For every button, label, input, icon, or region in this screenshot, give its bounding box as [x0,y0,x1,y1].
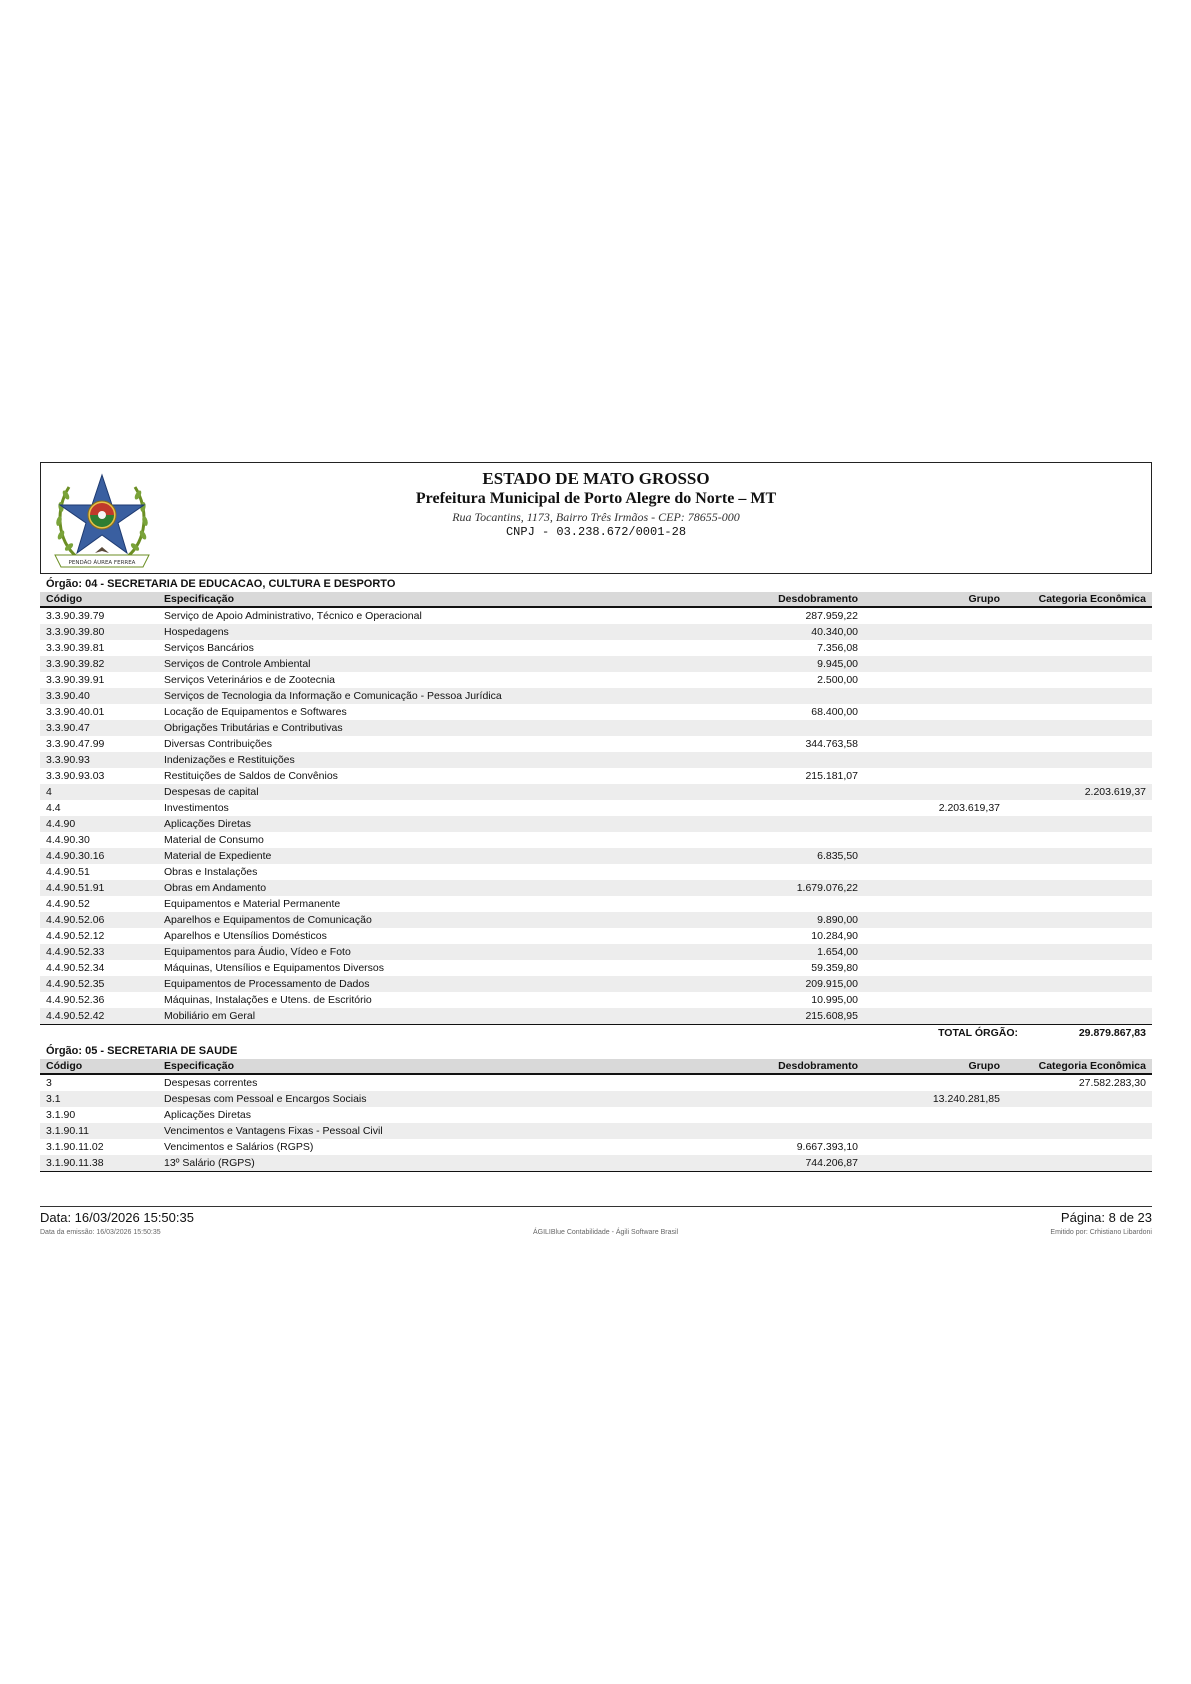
table-row [40,880,1152,896]
cell-categoria [1006,736,1152,752]
cell-codigo: 3.3.90.40.01 [46,706,105,718]
col-header-codigo: Código [40,592,158,607]
cell-codigo: 4.4.90.30 [46,834,90,846]
cell-codigo: 3.1.90.11.38 [40,1155,158,1172]
cell-desdobramento [722,688,864,704]
col-header-categoria: Categoria Econômica [1006,1059,1152,1074]
cell-desdobramento: 209.915,00 [722,976,864,992]
table-row [40,720,1152,736]
cell-desdobramento: 2.500,00 [817,674,858,686]
cell-categoria [1006,624,1152,640]
cell-codigo: 4.4.90.52.12 [46,930,105,942]
table-row [40,640,1152,656]
cell-especificacao: Aparelhos e Equipamentos de Comunicação [158,912,722,928]
cell-especificacao: Obras em Andamento [158,880,722,896]
orgao-04-rows [40,607,1152,1025]
footer-issued-by: Emitido por: Crhistiano Libardoni [1050,1229,1152,1236]
cell-categoria [1006,960,1152,976]
cell-categoria [1006,992,1152,1008]
cell-categoria [1006,896,1152,912]
cell-desdobramento [722,784,864,800]
report-footer [40,1206,1152,1236]
cell-especificacao: Investimentos [164,802,229,814]
cell-categoria [1006,816,1152,832]
cell-categoria [1006,848,1152,864]
cell-grupo [864,832,1006,848]
cell-categoria [1006,928,1152,944]
cell-categoria [1006,976,1152,992]
table-row [40,768,1152,784]
orgao-05-title: Órgão: 05 - SECRETARIA DE SAUDE [46,1045,238,1057]
cell-codigo: 4.4.90.52.34 [46,962,105,974]
cell-categoria [1006,800,1152,816]
cell-categoria [1006,607,1152,624]
cell-codigo: 3 [46,1077,52,1089]
cell-codigo: 4.4.90.51 [46,866,90,878]
cell-especificacao: Vencimentos e Vantagens Fixas - Pessoal Civil [158,1123,722,1139]
cell-desdobramento: 1.679.076,22 [722,880,864,896]
state-name: ESTADO DE MATO GROSSO [482,469,710,488]
cell-categoria [1006,752,1152,768]
cell-desdobramento: 9.667.393,10 [796,1141,858,1153]
cell-desdobramento: 744.206,87 [722,1155,864,1172]
cell-codigo: 4.4.90.51.91 [40,880,158,896]
table-row [40,1139,1152,1155]
orgao-04-total [40,1025,1152,1041]
cell-grupo [864,768,1006,784]
cell-codigo: 3.3.90.39.81 [46,642,105,654]
table-row [40,607,1152,624]
cell-grupo: 2.203.619,37 [938,802,1000,814]
cell-codigo: 4 [40,784,158,800]
cell-especificacao: Despesas de capital [158,784,722,800]
table-row [40,960,1152,976]
cell-codigo: 3.3.90.93 [40,752,158,768]
table-row [40,688,1152,704]
table-row [40,1107,1152,1123]
cell-codigo: 3.3.90.47 [40,720,158,736]
cell-codigo: 4.4.90.30.16 [40,848,158,864]
cell-desdobramento: 287.959,22 [805,610,858,622]
cell-especificacao: Aplicações Diretas [164,1109,251,1121]
cell-codigo: 3.3.90.40 [40,688,158,704]
cell-desdobramento [722,1091,864,1107]
cell-grupo [864,928,1006,944]
cell-desdobramento: 10.995,00 [811,994,858,1006]
table-row [40,848,1152,864]
cell-desdobramento: 6.835,50 [722,848,864,864]
cell-especificacao: Hospedagens [158,624,722,640]
cell-especificacao: Mobiliário em Geral [158,1008,722,1025]
cell-desdobramento: 9.945,00 [722,656,864,672]
orgao-05-rows [40,1074,1152,1172]
cell-grupo [864,752,1006,768]
cell-categoria [1006,832,1152,848]
cell-grupo [864,672,1006,688]
cell-grupo [864,976,1006,992]
cell-especificacao: Aplicações Diretas [158,816,722,832]
cell-codigo: 3.3.90.39.80 [40,624,158,640]
cell-grupo [864,720,1006,736]
cell-categoria [1006,1139,1152,1155]
cell-grupo [864,1155,1006,1172]
table-row [40,912,1152,928]
table-row [40,992,1152,1008]
cell-codigo: 3.1.90 [46,1109,76,1121]
cell-desdobramento [722,720,864,736]
table-row [40,1123,1152,1139]
cell-grupo [864,912,1006,928]
cell-categoria: 27.582.283,30 [1078,1077,1146,1089]
cell-especificacao: Equipamentos e Material Permanente [164,898,341,910]
cell-categoria [1006,656,1152,672]
cell-grupo [864,704,1006,720]
cell-codigo: 3.3.90.93.03 [46,770,105,782]
cell-desdobramento [722,1074,864,1091]
cell-categoria [1006,944,1152,960]
cell-grupo [864,1123,1006,1139]
cell-codigo: 4.4.90.52.35 [40,976,158,992]
cell-especificacao: Obrigações Tributárias e Contributivas [158,720,722,736]
cell-desdobramento: 215.608,95 [722,1008,864,1025]
table-row [40,896,1152,912]
cell-categoria: 2.203.619,37 [1006,784,1152,800]
orgao-04-table [40,592,1152,1025]
cell-especificacao: Diversas Contribuições [164,738,272,750]
cell-especificacao: Serviço de Apoio Administrativo, Técnico e Operacional [164,610,422,622]
cell-especificacao: Serviços de Tecnologia da Informação e Comunicação - Pessoa Jurídica [158,688,722,704]
orgao-04-title: Órgão: 04 - SECRETARIA DE EDUCACAO, CULTURA E DESPORTO [46,578,396,590]
cell-especificacao: Vencimentos e Salários (RGPS) [164,1141,314,1153]
table-header-row [40,592,1152,607]
footer-main-line [40,1208,1152,1228]
cell-especificacao: Equipamentos para Áudio, Vídeo e Foto [158,944,722,960]
cell-desdobramento [722,752,864,768]
cell-especificacao: 13º Salário (RGPS) [158,1155,722,1172]
footer-divider [40,1206,1152,1207]
cell-codigo: 3.1 [40,1091,158,1107]
table-row [40,656,1152,672]
col-header-grupo: Grupo [864,1059,1006,1074]
cell-grupo: 13.240.281,85 [864,1091,1006,1107]
cell-especificacao: Serviços Veterinários e de Zootecnia [164,674,336,686]
cell-codigo: 4.4.90.52.06 [40,912,158,928]
cell-especificacao: Serviços de Controle Ambiental [158,656,722,672]
cell-categoria [1006,864,1152,880]
cell-categoria [1006,768,1152,784]
cell-codigo: 3.3.90.39.79 [46,610,105,622]
cell-desdobramento: 215.181,07 [805,770,858,782]
col-header-desdobramento: Desdobramento [722,1059,864,1074]
prefeitura-cnpj: CNPJ - 03.238.672/0001-28 [505,525,687,539]
cell-grupo [864,656,1006,672]
cell-especificacao: Obras e Instalações [164,866,258,878]
cell-grupo [864,607,1006,624]
cell-categoria [1006,688,1152,704]
total-value: 29.879.867,83 [1078,1027,1146,1039]
cell-codigo: 3.3.90.39.91 [46,674,105,686]
cell-codigo: 4.4.90.52.42 [40,1008,158,1025]
cell-desdobramento [722,1123,864,1139]
orgao-05-table [40,1059,1152,1172]
cell-grupo [864,688,1006,704]
col-header-especificacao: Especificação [158,592,722,607]
table-row [40,928,1152,944]
table-row [40,816,1152,832]
cell-codigo: 3.3.90.47.99 [46,738,105,750]
table-row [40,704,1152,720]
cell-grupo [864,848,1006,864]
cell-categoria [1006,1008,1152,1025]
cell-codigo: 4.4.90.52 [46,898,90,910]
table-row [40,1074,1152,1091]
cell-grupo [864,736,1006,752]
table-row [40,672,1152,688]
cell-especificacao: Aparelhos e Utensílios Domésticos [164,930,327,942]
cell-desdobramento [722,816,864,832]
cell-categoria [1006,640,1152,656]
cell-desdobramento: 68.400,00 [811,706,858,718]
cell-codigo: 4.4.90 [40,816,158,832]
cell-especificacao: Locação de Equipamentos e Softwares [164,706,347,718]
cell-categoria [1006,720,1152,736]
table-row [40,800,1152,816]
cell-grupo [864,960,1006,976]
col-header-categoria: Categoria Econômica [1006,592,1152,607]
report-header [40,462,1152,574]
cell-desdobramento: 7.356,08 [817,642,858,654]
cell-desdobramento: 344.763,58 [805,738,858,750]
cell-especificacao: Material de Expediente [158,848,722,864]
table-row [40,1155,1152,1172]
cell-codigo: 4.4.90.52.33 [40,944,158,960]
cell-especificacao: Equipamentos de Processamento de Dados [158,976,722,992]
cell-codigo: 3.1.90.11.02 [46,1141,104,1153]
cell-grupo [864,880,1006,896]
cell-codigo: 4.4 [46,802,61,814]
col-header-grupo: Grupo [864,592,1006,607]
table-row [40,624,1152,640]
cell-grupo [864,816,1006,832]
header-text-block [41,469,1151,539]
cell-grupo [864,640,1006,656]
footer-page-number: Página: 8 de 23 [1060,1210,1152,1225]
cell-categoria [1006,1155,1152,1172]
cell-grupo [864,1008,1006,1025]
prefeitura-name: Prefeitura Municipal de Porto Alegre do Norte – MT [415,490,777,507]
cell-desdobramento: 1.654,00 [722,944,864,960]
cell-especificacao: Máquinas, Instalações e Utens. de Escritório [164,994,372,1006]
table-header-row [40,1059,1152,1074]
cell-especificacao: Material de Consumo [164,834,264,846]
footer-software: ÁGILIBlue Contabilidade - Ágili Software Brasil [532,1229,679,1236]
cell-categoria [1006,1107,1152,1123]
report-page [40,462,1152,1172]
col-header-especificacao: Especificação [158,1059,722,1074]
cell-desdobramento [722,864,864,880]
table-row [40,1091,1152,1107]
cell-desdobramento: 59.359,80 [811,962,858,974]
cell-especificacao: Despesas com Pessoal e Encargos Sociais [158,1091,722,1107]
cell-grupo [864,992,1006,1008]
table-row [40,976,1152,992]
cell-grupo [864,864,1006,880]
cell-codigo: 4.4.90.52.36 [46,994,105,1006]
footer-emission-date: Data da emissão: 16/03/2026 15:50:35 [40,1229,161,1236]
cell-grupo [864,944,1006,960]
cell-desdobramento [722,896,864,912]
col-header-desdobramento: Desdobramento [722,592,864,607]
table-row [40,784,1152,800]
cell-categoria [1006,912,1152,928]
table-row [40,1008,1152,1025]
cell-grupo [864,1139,1006,1155]
cell-especificacao: Máquinas, Utensílios e Equipamentos Diversos [164,962,385,974]
cell-categoria [1006,1091,1152,1107]
footer-date: Data: 16/03/2026 15:50:35 [40,1210,194,1225]
table-row [40,752,1152,768]
cell-categoria [1006,880,1152,896]
cell-especificacao: Serviços Bancários [164,642,254,654]
cell-codigo: 3.3.90.39.82 [40,656,158,672]
cell-especificacao: Despesas correntes [164,1077,258,1089]
cell-desdobramento: 10.284,90 [811,930,858,942]
cell-desdobramento [722,1107,864,1123]
footer-sub-line [40,1229,1152,1236]
table-row [40,832,1152,848]
cell-grupo [864,784,1006,800]
prefeitura-address: Rua Tocantins, 1173, Bairro Três Irmãos - CEP: 78655-000 [452,510,740,524]
cell-desdobramento [722,832,864,848]
cell-grupo [864,1074,1006,1091]
cell-categoria [1006,1123,1152,1139]
cell-especificacao: Indenizações e Restituições [158,752,722,768]
cell-categoria [1006,672,1152,688]
cell-grupo [864,624,1006,640]
cell-desdobramento: 40.340,00 [722,624,864,640]
cell-grupo [864,1107,1006,1123]
cell-especificacao: Restituições de Saldos de Convênios [164,770,338,782]
cell-desdobramento [722,800,864,816]
table-row [40,864,1152,880]
table-row [40,736,1152,752]
col-header-codigo: Código [40,1059,158,1074]
cell-grupo [864,896,1006,912]
table-row [40,944,1152,960]
cell-codigo: 3.1.90.11 [40,1123,158,1139]
total-label: TOTAL ÓRGÃO: [938,1027,1018,1039]
seal-ribbon-text: PENDÃO ÁUREA FERREA [68,560,136,566]
cell-categoria [1006,704,1152,720]
cell-desdobramento: 9.890,00 [722,912,864,928]
